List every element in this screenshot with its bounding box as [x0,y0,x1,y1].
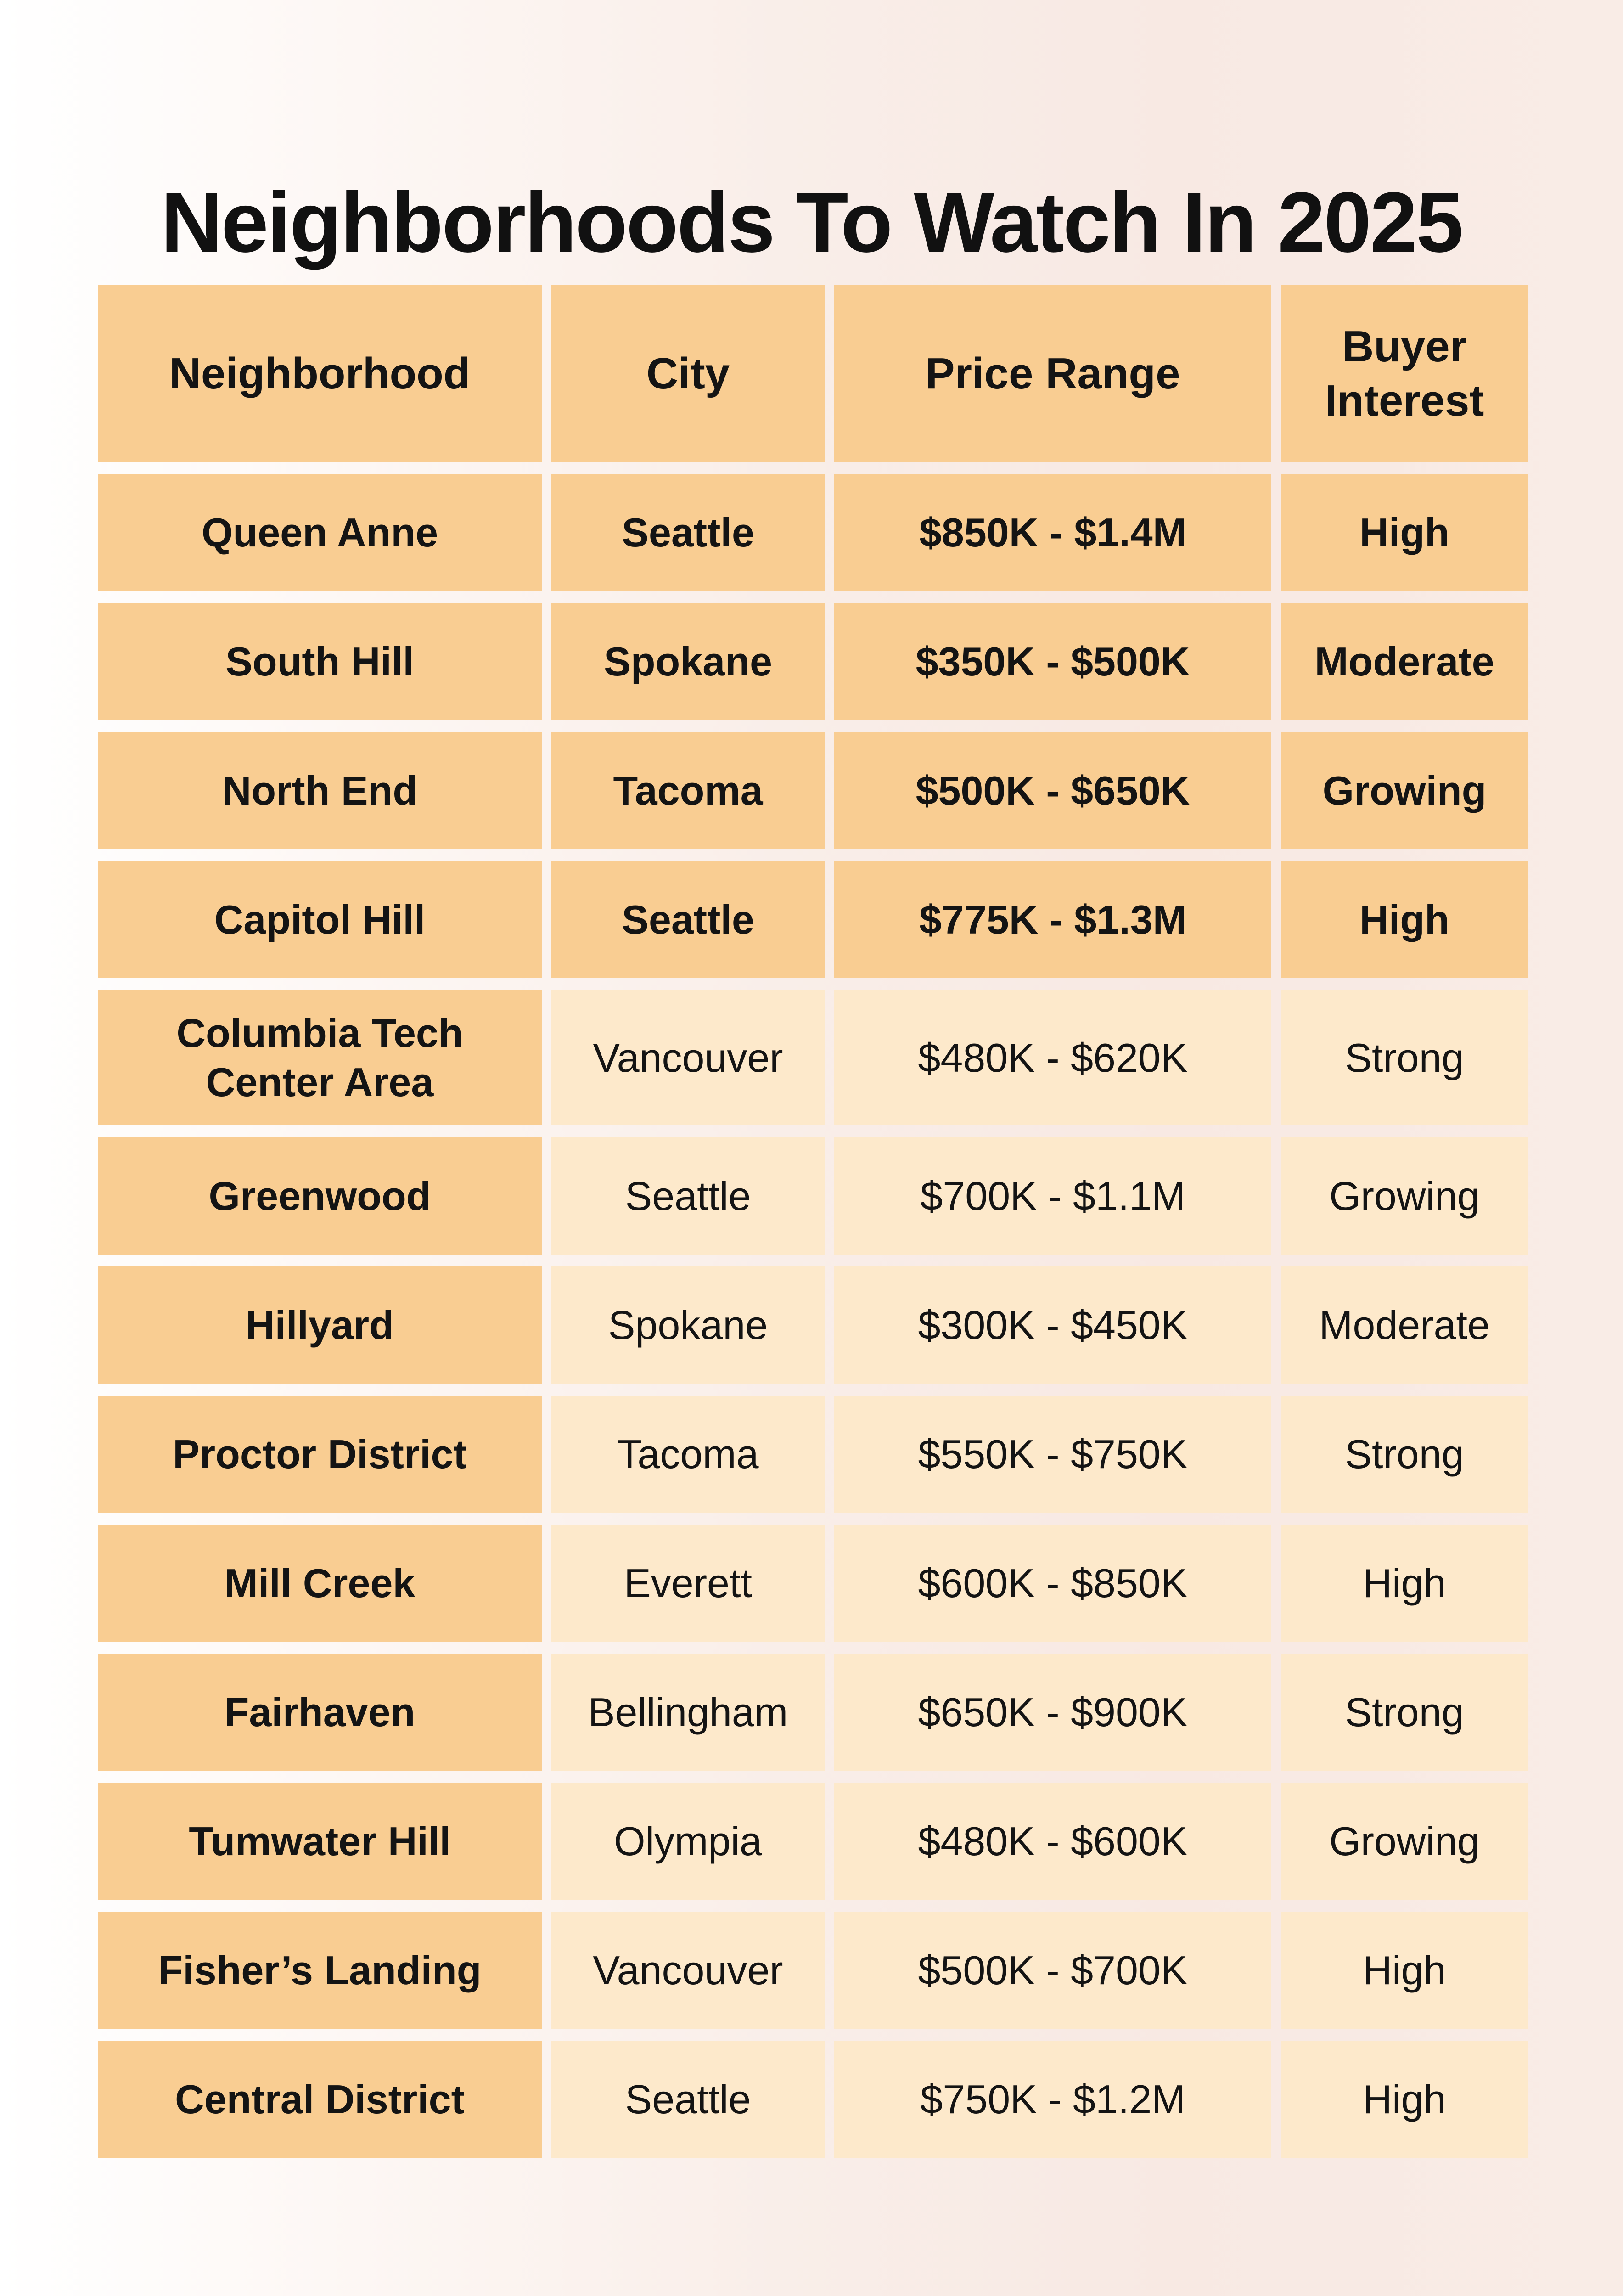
city-value: Spokane [604,638,772,684]
page-title: Neighborhoods To Watch In 2025 [161,174,1462,270]
buyer-interest-value: Growing [1329,1173,1480,1219]
price-range-value: $700K - $1.1M [920,1173,1185,1219]
column-header-label: Price Range [925,349,1180,398]
cell-city [551,1137,825,1255]
neighborhoods-table [98,285,1528,2158]
cell-buyer-interest [1281,1783,1528,1900]
cell-neighborhood [98,1912,542,2029]
buyer-interest-value: High [1359,896,1449,942]
cell-buyer-interest [1281,2041,1528,2158]
cell-city [551,1396,825,1513]
cell-neighborhood [98,1266,542,1384]
city-value: Everett [624,1560,752,1606]
cell-neighborhood [98,732,542,849]
cell-buyer-interest [1281,1137,1528,1255]
cell-price-range [834,1654,1271,1771]
cell-buyer-interest [1281,1654,1528,1771]
cell-price-range [834,732,1271,849]
neighborhood-value: Greenwood [208,1173,431,1219]
price-range-value: $775K - $1.3M [919,896,1187,942]
city-value: Olympia [614,1818,762,1864]
price-range-value: $850K - $1.4M [919,509,1187,555]
buyer-interest-value: High [1363,1560,1446,1606]
buyer-interest-value: High [1359,509,1449,555]
cell-neighborhood [98,1783,542,1900]
cell-city [551,1912,825,2029]
price-range-value: $600K - $850K [918,1560,1188,1606]
cell-city [551,861,825,978]
cell-city [551,474,825,591]
price-range-value: $550K - $750K [918,1431,1188,1477]
neighborhood-value: Columbia Tech Center Area [176,1010,463,1105]
cell-neighborhood [98,1137,542,1255]
buyer-interest-value: Strong [1345,1035,1464,1080]
cell-neighborhood [98,1396,542,1513]
neighborhood-value: Fairhaven [224,1689,416,1735]
cell-neighborhood [98,474,542,591]
cell-price-range [834,1783,1271,1900]
cell-buyer-interest [1281,1525,1528,1642]
column-header-label: City [646,349,730,398]
cell-buyer-interest [1281,1912,1528,2029]
column-header-price-range [834,285,1271,462]
cell-neighborhood [98,1654,542,1771]
buyer-interest-value: Strong [1345,1689,1464,1735]
city-value: Seattle [625,1173,751,1219]
cell-price-range [834,1525,1271,1642]
cell-neighborhood [98,603,542,720]
neighborhood-value: Capitol Hill [214,896,426,942]
cell-city [551,1654,825,1771]
price-range-value: $480K - $620K [918,1035,1188,1080]
cell-price-range [834,1266,1271,1384]
column-header-label: Neighborhood [169,349,471,398]
column-header-neighborhood [98,285,542,462]
city-value: Bellingham [588,1689,788,1735]
cell-buyer-interest [1281,1396,1528,1513]
cell-neighborhood [98,990,542,1125]
column-header-buyer-interest [1281,285,1528,462]
cell-buyer-interest [1281,474,1528,591]
neighborhood-value: Central District [175,2076,465,2122]
cell-buyer-interest [1281,603,1528,720]
neighborhood-value: Mill Creek [224,1560,416,1606]
cell-city [551,990,825,1125]
cell-neighborhood [98,2041,542,2158]
price-range-value: $480K - $600K [918,1818,1188,1864]
city-value: Seattle [625,2076,751,2122]
neighborhood-value: Fisher’s Landing [158,1947,482,1993]
buyer-interest-value: Growing [1329,1818,1480,1864]
cell-city [551,1266,825,1384]
price-range-value: $500K - $650K [915,767,1190,813]
city-value: Vancouver [593,1035,783,1080]
price-range-value: $300K - $450K [918,1302,1188,1348]
cell-price-range [834,474,1271,591]
cell-neighborhood [98,1525,542,1642]
cell-city [551,1525,825,1642]
cell-buyer-interest [1281,732,1528,849]
cell-city [551,1783,825,1900]
city-value: Tacoma [617,1431,759,1477]
buyer-interest-value: Growing [1322,767,1487,813]
cell-city [551,732,825,849]
price-range-value: $650K - $900K [918,1689,1188,1735]
city-value: Spokane [608,1302,768,1348]
buyer-interest-value: Strong [1345,1431,1464,1477]
city-value: Tacoma [613,767,763,813]
cell-price-range [834,1137,1271,1255]
cell-price-range [834,1396,1271,1513]
city-value: Seattle [622,896,754,942]
neighborhood-value: Queen Anne [201,509,438,555]
cell-price-range [834,990,1271,1125]
cell-neighborhood [98,861,542,978]
price-range-value: $500K - $700K [918,1947,1188,1993]
cell-buyer-interest [1281,1266,1528,1384]
column-header-label: Buyer Interest [1325,322,1484,425]
neighborhood-value: Proctor District [173,1431,467,1477]
neighborhood-value: Tumwater Hill [189,1818,451,1864]
cell-buyer-interest [1281,990,1528,1125]
buyer-interest-value: Moderate [1319,1302,1490,1348]
cell-price-range [834,861,1271,978]
cell-city [551,603,825,720]
cell-price-range [834,1912,1271,2029]
column-header-city [551,285,825,462]
buyer-interest-value: High [1363,1947,1446,1993]
price-range-value: $350K - $500K [915,638,1190,684]
price-range-value: $750K - $1.2M [920,2076,1185,2122]
cell-city [551,2041,825,2158]
neighborhood-value: North End [222,767,418,813]
cell-buyer-interest [1281,861,1528,978]
neighborhood-value: Hillyard [246,1302,394,1348]
cell-price-range [834,603,1271,720]
city-value: Seattle [622,509,754,555]
cell-price-range [834,2041,1271,2158]
buyer-interest-value: High [1363,2076,1446,2122]
buyer-interest-value: Moderate [1314,638,1494,684]
city-value: Vancouver [593,1947,783,1993]
neighborhood-value: South Hill [225,638,414,684]
